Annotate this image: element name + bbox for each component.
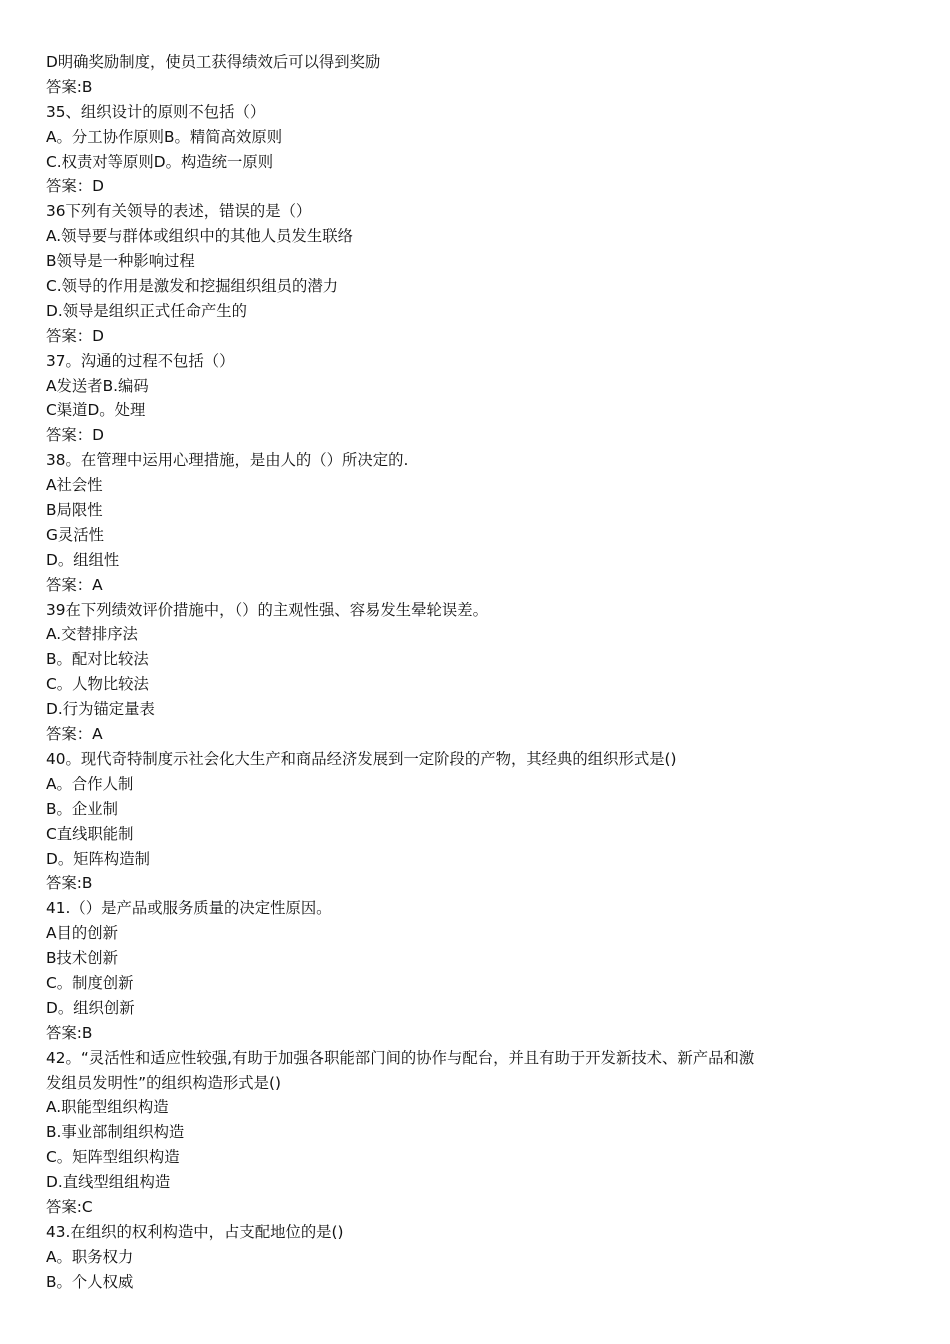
text-line: 答案：A xyxy=(46,725,103,744)
text-line: 发组员发明性”的组织构造形式是() xyxy=(46,1073,281,1092)
text-line: C.权责对等原则D。构造统一原则 xyxy=(46,152,274,171)
text-line: A社会性 xyxy=(46,476,103,495)
text-line: B领导是一种影响过程 xyxy=(46,252,195,271)
text-line: 37。沟通的过程不包括（） xyxy=(46,351,235,370)
text-line: 36下列有关领导的表述，错误的是（） xyxy=(46,202,312,221)
text-line: C直线职能制 xyxy=(46,824,134,843)
text-line: B.事业部制组织构造 xyxy=(46,1123,185,1142)
text-line: D。矩阵构造制 xyxy=(46,849,150,868)
text-line: D。组组性 xyxy=(46,550,120,569)
text-line: C。人物比较法 xyxy=(46,675,149,694)
text-line: D明确奖励制度，使员工获得绩效后可以得到奖励 xyxy=(46,53,381,71)
text-line: D.行为锚定量表 xyxy=(46,700,155,719)
text-line: 39在下列绩效评价措施中，（）的主观性强、容易发生晕轮误差。 xyxy=(46,600,488,619)
text-line: 答案:B xyxy=(46,1023,93,1042)
text-line: B。个人权威 xyxy=(46,1272,134,1291)
text-line: D.领导是组织正式任命产生的 xyxy=(46,301,248,320)
text-line: 答案:B xyxy=(46,874,93,893)
text-line: A。合作人制 xyxy=(46,774,134,793)
text-line: 41.（）是产品或服务质量的决定性原因。 xyxy=(46,899,332,918)
text-line: B。配对比较法 xyxy=(46,650,149,669)
text-line: A.交替排序法 xyxy=(46,625,138,644)
text-line: 答案:B xyxy=(46,77,93,96)
text-line: C。矩阵型组织构造 xyxy=(46,1148,180,1167)
text-line: C.领导的作用是激发和挖掘组织组员的潜力 xyxy=(46,277,339,296)
text-line: G灵活性 xyxy=(46,525,104,544)
text-line: 43.在组织的权利构造中，占支配地位的是() xyxy=(46,1222,344,1241)
text-line: 答案:C xyxy=(46,1197,93,1216)
text-line: A.领导要与群体或组织中的其他人员发生联络 xyxy=(46,227,353,246)
text-line: A发送者B.编码 xyxy=(46,376,149,395)
text-line: 答案：A xyxy=(46,575,103,594)
text-line: A。分工协作原则B。精简高效原则 xyxy=(46,127,283,146)
text-line: D。组织创新 xyxy=(46,998,135,1017)
text-line: 答案：D xyxy=(46,326,104,345)
text-line: 答案：D xyxy=(46,177,104,196)
text-line: 42。“灵活性和适应性较强,有助于加强各职能部门间的协作与配台，并且有助于开发新技术、新产品和激 xyxy=(46,1048,755,1067)
text-line: 38。在管理中运用心理措施，是由人的（）所决定的. xyxy=(46,451,409,470)
text-line: B技术创新 xyxy=(46,949,118,968)
text-line: 40。现代奇特制度示社会化大生产和商品经济发展到一定阶段的产物，其经典的组织形式是() xyxy=(46,749,677,768)
text-line: D.直线型组组构造 xyxy=(46,1173,171,1192)
text-line: A。职务权力 xyxy=(46,1247,134,1266)
text-line: B局限性 xyxy=(46,501,103,520)
text-line: C渠道D。处理 xyxy=(46,401,146,420)
text-line: C。制度创新 xyxy=(46,973,134,992)
text-line: B。企业制 xyxy=(46,799,118,818)
document-body xyxy=(46,50,916,1295)
text-line: 35、组织设计的原则不包括（） xyxy=(46,102,266,121)
text-line: A.职能型组织构造 xyxy=(46,1098,169,1117)
text-line: 答案：D xyxy=(46,426,104,445)
text-line: A目的创新 xyxy=(46,924,118,943)
